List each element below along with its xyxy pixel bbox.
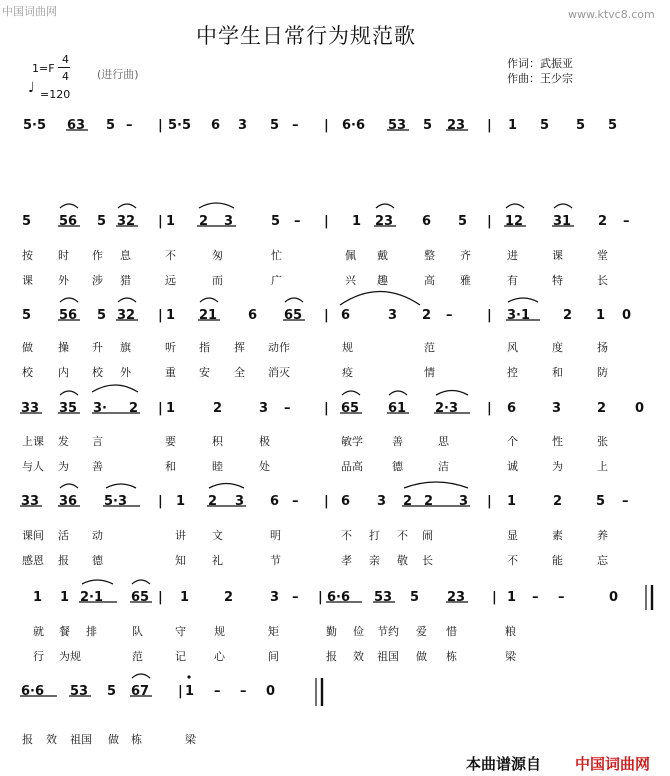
lyric-char: 和	[552, 366, 563, 379]
lyric-char: 打	[369, 529, 380, 542]
barline: |	[324, 308, 329, 323]
lyric-char: 齐	[460, 249, 471, 262]
notation-symbol: 5	[423, 118, 433, 133]
barline: |	[487, 494, 492, 509]
lyric-char: 不	[165, 249, 176, 262]
notation-symbol: –	[292, 590, 299, 605]
lyric-char: 效	[353, 650, 364, 663]
notation-symbol: –	[294, 214, 301, 229]
notation-symbol: 2	[403, 494, 413, 509]
key-signature: 1=F	[32, 62, 55, 75]
notation-symbol: 2	[213, 401, 223, 416]
notation-symbol: 1	[596, 308, 606, 323]
lyric-char: 处	[259, 460, 270, 473]
lyric-char: 息	[120, 249, 131, 262]
lyric-char: 文	[212, 529, 223, 542]
notation-symbol: –	[214, 684, 221, 699]
notation-symbol: 5	[596, 494, 606, 509]
notation-symbol: 3	[235, 494, 245, 509]
lyric-char: 梁	[505, 650, 516, 663]
notation-symbol: 5	[271, 214, 281, 229]
lyric-char: 爱	[416, 625, 427, 638]
notation-symbol: –	[532, 590, 539, 605]
lyric-char: 性	[552, 435, 563, 448]
lyric-char: 礼	[212, 554, 223, 567]
notation-symbol: 1	[180, 590, 190, 605]
notation-symbol: –	[558, 590, 565, 605]
barline: |	[158, 494, 163, 509]
notation-symbol: 1	[33, 590, 43, 605]
lyric-char: 队	[132, 625, 143, 638]
lyric-char: 课	[22, 274, 33, 287]
barline: |	[492, 590, 497, 605]
notation-symbol: 2	[424, 494, 434, 509]
notation-symbol: –	[284, 401, 291, 416]
notation-symbol: 0	[622, 308, 632, 323]
lyric-char: 升	[92, 341, 103, 354]
lyric-char: 外	[58, 274, 69, 287]
lyric-char: 消灭	[268, 366, 290, 379]
lyric-char: 听	[165, 341, 176, 354]
lyric-char: 和	[165, 460, 176, 473]
notation-symbol: 6	[341, 494, 351, 509]
lyric-char: 重	[165, 366, 176, 379]
notation-symbol: 32	[117, 214, 136, 229]
notation-symbol: 5	[576, 118, 586, 133]
barline: |	[158, 118, 163, 133]
notation-symbol: 33	[21, 494, 40, 509]
lyric-char: 作	[92, 249, 103, 262]
lyric-char: 挥	[234, 341, 245, 354]
quarter-note-icon: ♩	[28, 80, 35, 96]
lyric-char: 防	[597, 366, 608, 379]
lyric-char: 极	[259, 435, 270, 448]
lyric-char: 旗	[120, 341, 131, 354]
lyric-char: 涉	[92, 274, 103, 287]
barline: |	[158, 214, 163, 229]
notation-symbol: 53	[374, 590, 393, 605]
notation-symbol: 2	[598, 214, 608, 229]
notation-symbol: 6	[270, 494, 280, 509]
notation-symbol: 6	[211, 118, 221, 133]
lyric-char: 兴	[345, 274, 356, 287]
lyric-char: 不	[507, 554, 518, 567]
lyric-char: 能	[552, 554, 563, 567]
lyric-char: 节	[270, 554, 281, 567]
lyric-char: 德	[92, 554, 103, 567]
lyric-char: 安	[199, 366, 210, 379]
lyric-char: 积	[212, 435, 223, 448]
barline: |	[158, 590, 163, 605]
notation-symbol: 6	[341, 308, 351, 323]
barline: |	[324, 118, 329, 133]
song-title: 中学生日常行为规范歌	[196, 24, 416, 48]
lyric-char: 动作	[268, 341, 290, 354]
lyric-char: 显	[507, 529, 518, 542]
lyric-char: 德	[392, 460, 403, 473]
lyric-char: 佩	[345, 249, 356, 262]
lyric-char: 按	[22, 249, 33, 262]
notation-symbol: –	[292, 118, 299, 133]
barline: |	[487, 214, 492, 229]
lyric-char: 风	[507, 341, 518, 354]
time-signature-bottom: 4	[62, 70, 69, 83]
lyric-char: 堂	[597, 249, 608, 262]
notation-symbol: 6	[248, 308, 258, 323]
watermark-left: 中国词曲网	[2, 5, 57, 18]
notation-symbol: 35	[59, 401, 78, 416]
lyric-char: 为规	[59, 650, 81, 663]
notation-symbol: 5	[270, 118, 280, 133]
lyric-char: 范	[132, 650, 143, 663]
barline: |	[318, 590, 323, 605]
lyric-char: 长	[422, 554, 433, 567]
lyric-char: 报	[22, 733, 33, 746]
notation-symbol: 2	[224, 590, 234, 605]
lyric-char: 善	[92, 460, 103, 473]
notation-symbol: 2·1	[80, 590, 104, 605]
notation-symbol: 5	[97, 308, 107, 323]
notation-symbol: 23	[447, 118, 466, 133]
lyric-char: 扬	[597, 341, 608, 354]
lyric-char: 睦	[212, 460, 223, 473]
lyric-char: 亲	[369, 554, 380, 567]
barline: |	[324, 401, 329, 416]
lyric-char: 排	[86, 625, 97, 638]
time-signature-top: 4	[62, 53, 69, 66]
barline: |	[178, 684, 183, 699]
lyric-char: 有	[507, 274, 518, 287]
lyric-char: 课	[552, 249, 563, 262]
notation-symbol: 23	[375, 214, 394, 229]
lyric-char: 校	[92, 366, 103, 379]
lyric-char: 校	[22, 366, 33, 379]
notation-symbol: 53	[388, 118, 407, 133]
lyric-char: 粮	[505, 625, 516, 638]
lyric-char: 发	[58, 435, 69, 448]
lyric-char: 要	[165, 435, 176, 448]
lyric-char: 忙	[271, 249, 282, 262]
lyric-char: 全	[234, 366, 245, 379]
notation-symbol: 3·1	[507, 308, 531, 323]
notation-symbol: 67	[131, 684, 150, 699]
lyric-char: 上课	[22, 435, 44, 448]
lyric-char: 忘	[597, 554, 608, 567]
lyric-char: 行	[33, 650, 44, 663]
lyric-char: 情	[424, 366, 435, 379]
notation-symbol: 3	[259, 401, 269, 416]
lyric-char: 趣	[377, 274, 388, 287]
lyric-char: 长	[597, 274, 608, 287]
notation-symbol: 2	[208, 494, 218, 509]
barline: |	[158, 401, 163, 416]
lyric-char: 记	[175, 650, 186, 663]
lyric-char: 规	[214, 625, 225, 638]
notation-symbol: 5	[22, 214, 32, 229]
lyric-char: 素	[552, 529, 563, 542]
notation-symbol: 1	[185, 684, 195, 699]
notation-symbol: –	[292, 494, 299, 509]
lyric-char: 为	[552, 460, 563, 473]
notation-symbol: 3	[238, 118, 248, 133]
lyric-char: 为	[58, 460, 69, 473]
lyric-char: 就	[33, 625, 44, 638]
lyric-char: 广	[271, 274, 282, 287]
lyric-char: 疫	[342, 366, 353, 379]
lyric-char: 知	[175, 554, 186, 567]
notation-symbol: 2	[553, 494, 563, 509]
notation-symbol: 2	[199, 214, 209, 229]
lyric-char: 操	[58, 341, 69, 354]
notation-symbol: 12	[505, 214, 524, 229]
lyric-char: 闹	[422, 529, 433, 542]
tempo-value: =120	[40, 88, 71, 101]
lyric-char: 个	[507, 435, 518, 448]
notation-symbol: 23	[447, 590, 466, 605]
lyric-char: 思	[438, 435, 449, 448]
lyric-char: 猎	[120, 274, 131, 287]
lyric-char: 课间	[22, 529, 44, 542]
lyric-char: 节约	[377, 625, 399, 638]
notation-symbol: 5·5	[23, 118, 47, 133]
notation-symbol: 3	[552, 401, 562, 416]
lyric-char: 戴	[377, 249, 388, 262]
lyric-char: 度	[552, 341, 563, 354]
lyric-char: 匆	[212, 249, 223, 262]
notation-symbol: 2	[129, 401, 139, 416]
notation-symbol: 6	[422, 214, 432, 229]
lyric-char: 俭	[353, 625, 364, 638]
notation-symbol: 6·6	[342, 118, 366, 133]
notation-symbol: 33	[21, 401, 40, 416]
lyric-char: 做	[416, 650, 427, 663]
lyric-char: 品高	[341, 460, 363, 473]
lyric-char: 孝	[341, 554, 352, 567]
notation-symbol: 21	[199, 308, 218, 323]
notation-symbol: 3	[224, 214, 234, 229]
notation-symbol: –	[622, 494, 629, 509]
notation-symbol: 1	[507, 590, 517, 605]
notation-symbol: 1	[166, 308, 176, 323]
notation-symbol: 3	[388, 308, 398, 323]
notation-symbol: 63	[67, 118, 86, 133]
notation-symbol: 1	[60, 590, 70, 605]
notation-symbol: 61	[388, 401, 407, 416]
notation-symbol: –	[240, 684, 247, 699]
lyric-char: 明	[270, 529, 281, 542]
notation-symbol: 5·5	[168, 118, 192, 133]
barline: |	[487, 118, 492, 133]
composer: 作曲：王少宗	[507, 72, 573, 85]
notation-symbol: 1	[166, 214, 176, 229]
notation-symbol: 5	[106, 118, 116, 133]
lyric-char: 矩	[268, 625, 279, 638]
lyric-char: 讲	[175, 529, 186, 542]
lyric-char: 勤	[326, 625, 337, 638]
notation-symbol: –	[623, 214, 630, 229]
notation-symbol: 5	[22, 308, 32, 323]
notation-symbol: 1	[508, 118, 518, 133]
lyric-char: 进	[507, 249, 518, 262]
lyric-char: 规	[342, 341, 353, 354]
lyric-char: 诚	[507, 460, 518, 473]
lyric-char: 惜	[446, 625, 457, 638]
lyric-char: 内	[58, 366, 69, 379]
notation-symbol: 2	[597, 401, 607, 416]
watermark-right: www.ktvc8.com	[568, 8, 655, 21]
notation-symbol: 5	[97, 214, 107, 229]
lyric-char: 张	[597, 435, 608, 448]
notation-symbol: 65	[341, 401, 360, 416]
lyric-char: 善	[392, 435, 403, 448]
lyric-char: 不	[397, 529, 408, 542]
lyric-char: 不	[341, 529, 352, 542]
barline: |	[487, 401, 492, 416]
lyric-char: 指	[199, 341, 210, 354]
lyric-char: 感恩	[22, 554, 44, 567]
notation-symbol: 36	[59, 494, 78, 509]
lyric-char: 报	[326, 650, 337, 663]
notation-symbol: 56	[59, 308, 78, 323]
notation-symbol: 6·6	[21, 684, 45, 699]
notation-symbol: 32	[117, 308, 136, 323]
notation-symbol: 53	[70, 684, 89, 699]
lyric-char: 梁	[185, 733, 196, 746]
notation-symbol: 3	[377, 494, 387, 509]
footer-source-label: 本曲谱源自	[466, 755, 542, 773]
lyric-char: 与人	[22, 460, 44, 473]
lyric-char: 敏学	[341, 435, 363, 448]
lyric-char: 活	[58, 529, 69, 542]
lyric-char: 祖国	[70, 733, 92, 746]
lyric-char: 控	[507, 366, 518, 379]
lyric-char: 范	[424, 341, 435, 354]
barline: |	[487, 308, 492, 323]
lyric-char: 栋	[131, 733, 142, 746]
barline: |	[324, 494, 329, 509]
lyric-char: 心	[214, 650, 225, 663]
lyric-char: 效	[46, 733, 57, 746]
lyric-char: 远	[165, 274, 176, 287]
notation-symbol: 5·3	[104, 494, 128, 509]
lyric-char: 言	[92, 435, 103, 448]
notation-symbol: 5	[410, 590, 420, 605]
notation-symbol: 0	[635, 401, 645, 416]
notation-symbol: 6·6	[327, 590, 351, 605]
notation-symbol: 1	[176, 494, 186, 509]
notation-symbol: 65	[131, 590, 150, 605]
lyric-char: 做	[22, 341, 33, 354]
notation-symbol: 3	[459, 494, 469, 509]
lyric-char: 洁	[438, 460, 449, 473]
tempo-mark: (进行曲)	[97, 68, 139, 81]
notation-symbol: 5	[107, 684, 117, 699]
notation-symbol: 1	[507, 494, 517, 509]
notation-symbol: –	[446, 308, 453, 323]
lyric-char: 敬	[397, 554, 408, 567]
lyric-char: 特	[552, 274, 563, 287]
lyric-char: 时	[58, 249, 69, 262]
notation-symbol: 5	[608, 118, 618, 133]
lyric-char: 祖国	[377, 650, 399, 663]
notation-symbol: 31	[553, 214, 572, 229]
lyric-char: 报	[58, 554, 69, 567]
notation-symbol: 3	[270, 590, 280, 605]
lyric-char: 守	[175, 625, 186, 638]
notation-symbol: 5	[540, 118, 550, 133]
notation-symbol: 2	[422, 308, 432, 323]
notation-symbol: 3·	[93, 401, 107, 416]
lyric-char: 上	[597, 460, 608, 473]
barline: |	[158, 308, 163, 323]
notation-symbol: 1	[352, 214, 362, 229]
notation-symbol: 1	[166, 401, 176, 416]
lyric-char: 间	[268, 650, 279, 663]
lyric-char: 而	[212, 274, 223, 287]
lyric-char: 餐	[59, 625, 70, 638]
lyric-char: 高	[424, 274, 435, 287]
notation-symbol: –	[126, 118, 133, 133]
notation-symbol: 2	[563, 308, 573, 323]
lyric-char: 雅	[460, 274, 471, 287]
lyric-char: 动	[92, 529, 103, 542]
lyric-char: 外	[120, 366, 131, 379]
lyricist: 作词：武振亚	[507, 57, 573, 70]
notation-symbol: 5	[458, 214, 468, 229]
notation-symbol: 0	[266, 684, 276, 699]
footer-site-link[interactable]: 中国词曲网	[575, 755, 651, 773]
notation-symbol: 65	[284, 308, 303, 323]
barline: |	[324, 214, 329, 229]
lyric-char: 整	[424, 249, 435, 262]
lyric-char: 养	[597, 529, 608, 542]
notation-symbol: 6	[507, 401, 517, 416]
notation-symbol: 56	[59, 214, 78, 229]
notation-symbol: 2·3	[435, 401, 459, 416]
lyric-char: 做	[108, 733, 119, 746]
lyric-char: 栋	[446, 650, 457, 663]
notation-symbol: 0	[609, 590, 619, 605]
